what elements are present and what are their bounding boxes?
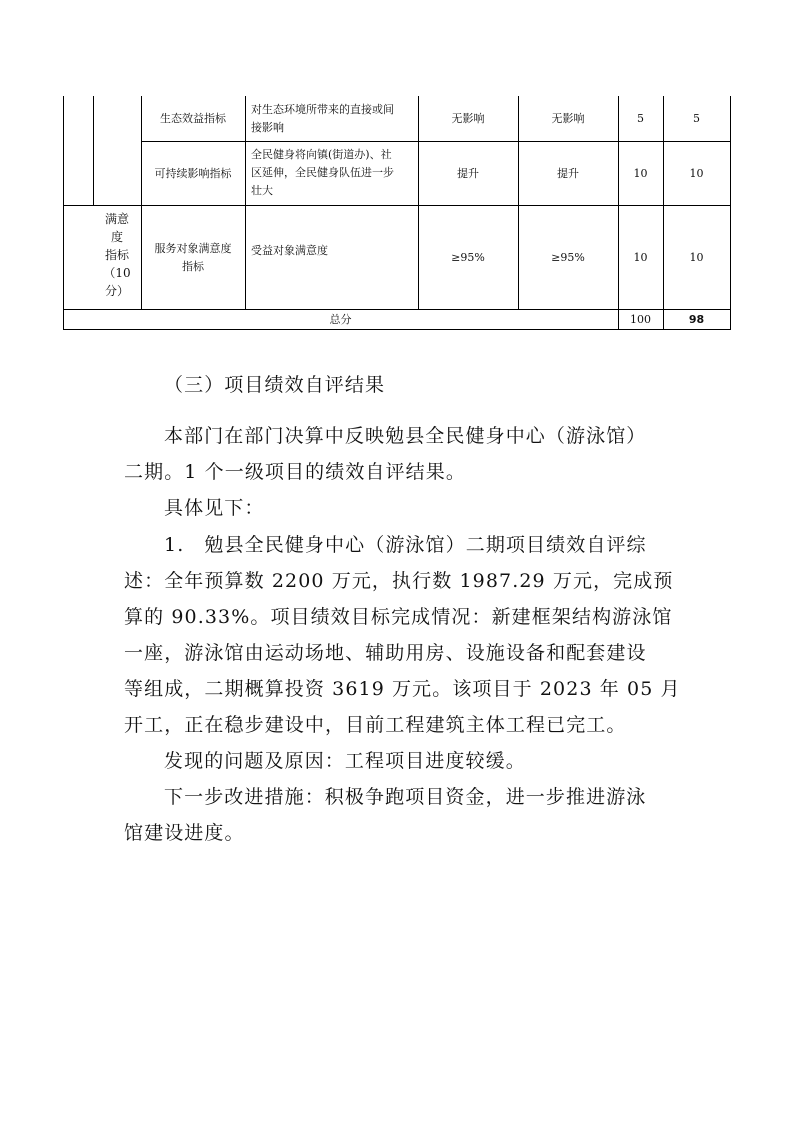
level1-line: （10	[103, 266, 131, 280]
paragraph-line: 开工，正在稳步建设中，目前工程建筑主体工程已完工。	[124, 714, 627, 736]
level3-indicator: 可持续影响指标	[154, 166, 232, 180]
score-value: 10	[689, 166, 704, 180]
performance-table	[63, 96, 731, 330]
level1-indicator	[93, 206, 141, 309]
paragraph-line: 具体见下：	[164, 497, 265, 519]
total-label: 总分	[329, 312, 352, 326]
level1-line: 满意	[104, 212, 129, 226]
paragraph-line: 述：全年预算数 2200 万元，执行数 1987.29 万元，完成预	[124, 570, 674, 592]
paragraph-line: 发现的问题及原因：工程项目进度较缓。	[164, 750, 526, 772]
section-heading: （三）项目绩效自评结果	[164, 374, 386, 396]
content-line: 全民健身将向镇(街道办)、社	[251, 148, 392, 161]
level1-line: 分）	[104, 284, 129, 298]
paragraph-line: 二期。1 个一级项目的绩效自评结果。	[124, 461, 466, 483]
level3-line: 服务对象满意度	[154, 241, 232, 255]
indicator-content: 受益对象满意度	[251, 244, 328, 257]
paragraph-line: 1. 勉县全民健身中心（游泳馆）二期项目绩效自评综	[164, 534, 647, 556]
actual-value: 提升	[557, 166, 579, 180]
level3-indicator: 生态效益指标	[160, 111, 226, 125]
paragraph-line: 馆建设进度。	[124, 822, 245, 844]
table-right-border	[730, 96, 731, 330]
paragraph-line: 算的 90.33%。项目绩效目标完成情况：新建框架结构游泳馆	[124, 606, 673, 628]
actual-value: 无影响	[551, 111, 585, 125]
weight-value: 5	[637, 111, 644, 125]
paragraph-line: 本部门在部门决算中反映勉县全民健身中心（游泳馆）	[164, 425, 647, 447]
level1-line: 指标	[104, 248, 129, 262]
target-value: ≥95%	[451, 250, 485, 264]
level3-line: 指标	[182, 259, 204, 273]
paragraph-line: 等组成，二期概算投资 3619 万元。该项目于 2023 年 05 月	[124, 678, 681, 700]
score-value: 5	[693, 111, 700, 125]
paragraph-line: 一座，游泳馆由运动场地、辅助用房、设施设备和配套建设	[124, 642, 647, 664]
level3-indicator	[141, 206, 245, 309]
paragraph-line: 下一步改进措施：积极争跑项目资金，进一步推进游泳	[164, 786, 647, 808]
col-divider	[93, 96, 94, 206]
weight-value: 10	[633, 250, 648, 264]
indicator-content	[245, 99, 418, 141]
total-weight: 100	[630, 312, 651, 326]
weight-value: 10	[633, 166, 648, 180]
total-score: 98	[688, 312, 705, 326]
content-line: 接影响	[251, 121, 284, 134]
target-value: 提升	[457, 166, 479, 180]
content-line: 对生态环境所带来的直接或间	[251, 103, 394, 116]
target-value: 无影响	[451, 111, 485, 125]
level1-line: 度	[110, 230, 123, 244]
content-line: 壮大	[251, 184, 273, 197]
content-line: 区延伸，全民健身队伍进一步	[251, 166, 394, 179]
score-value: 10	[689, 250, 704, 264]
actual-value: ≥95%	[551, 250, 585, 264]
table-left-border	[63, 96, 64, 330]
indicator-content	[245, 142, 418, 205]
table-bottom-border	[63, 329, 731, 330]
